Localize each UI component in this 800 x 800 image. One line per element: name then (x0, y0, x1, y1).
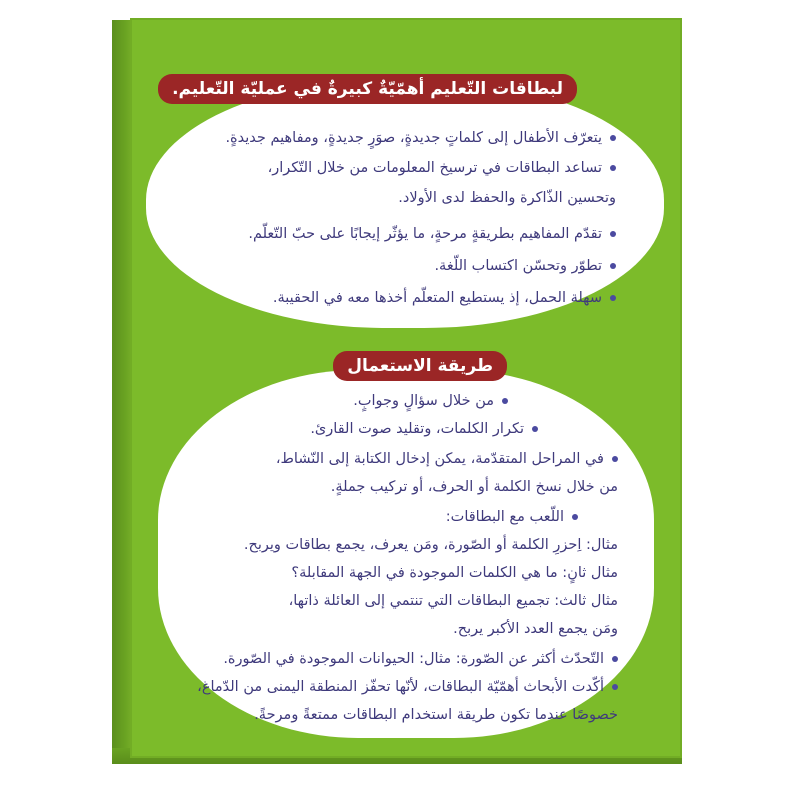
bullet-icon (612, 656, 618, 662)
bullet-icon (610, 231, 616, 237)
list-item: تطوّر وتحسّن اكتساب اللّغة. (434, 258, 616, 274)
importance-list (196, 130, 616, 320)
example-line: ومَن يجمع العدد الأكبر يربح. (453, 621, 618, 637)
importance-title: لبطاقات التّعليم أهمّيّةٌ كبيرةٌ في عمليّة التّعليم. (158, 74, 577, 104)
list-item: التّحدّث أكثر عن الصّورة: مثال: الحيوانات الموجودة في الصّورة. (223, 651, 618, 667)
bullet-icon (610, 295, 616, 301)
list-item: أكّدت الأبحاث أهمّيّة البطاقات، لأنّها تحفّز المنطقة اليمنى من الدّماغ، (197, 679, 618, 695)
bullet-icon (572, 514, 578, 520)
bullet-icon (502, 398, 508, 404)
list-item: في المراحل المتقدّمة، يمكن إدخال الكتابة إلى النّشاط، (276, 451, 618, 467)
usage-list (168, 393, 618, 733)
list-item: يتعرّف الأطفال إلى كلماتٍ جديدةٍ، صوَرٍ جديدةٍ، ومفاهيم جديدةٍ. (225, 130, 616, 146)
example-line: مثال ثانٍ: ما هي الكلمات الموجودة في الجهة المقابلة؟ (291, 565, 618, 581)
bullet-icon (610, 263, 616, 269)
usage-title: طريقة الاستعمال (333, 351, 507, 381)
list-item-continuation: وتحسين الذّاكرة والحفظ لدى الأولاد. (398, 190, 616, 206)
bullet-icon (612, 684, 618, 690)
card-box-back-cover (130, 18, 682, 758)
list-item: تقدّم المفاهيم بطريقةٍ مرحةٍ، ما يؤثّر إيجابًا على حبّ التّعلّم. (248, 226, 616, 242)
list-item: تساعد البطاقات في ترسيخ المعلومات من خلال التّكرار، (268, 160, 616, 176)
list-item-continuation: خصوصًا عندما تكون طريقة استخدام البطاقات ممتعةً ومرحةً. (254, 707, 618, 723)
bullet-icon (532, 426, 538, 432)
example-line: مثال: اِحزرِ الكلمة أو الصّورة، ومَن يعرف، يجمع بطاقات ويربح. (243, 537, 618, 553)
bullet-icon (610, 135, 616, 141)
list-item: من خلال سؤالٍ وجوابٍ. (353, 393, 508, 409)
example-line: مثال ثالث: تجميع البطاقات التي تنتمي إلى العائلة ذاتها، (288, 593, 618, 609)
list-item-continuation: من خلال نسخ الكلمة أو الحرف، أو تركيب جملةٍ. (330, 479, 618, 495)
list-item: تكرار الكلمات، وتقليد صوت القارئ. (310, 421, 538, 437)
list-item: اللّعب مع البطاقات: (446, 509, 578, 525)
bullet-icon (610, 165, 616, 171)
bullet-icon (612, 456, 618, 462)
list-item: سهلة الحمل، إذ يستطيع المتعلّم أخذها معه في الحقيبة. (273, 290, 616, 306)
